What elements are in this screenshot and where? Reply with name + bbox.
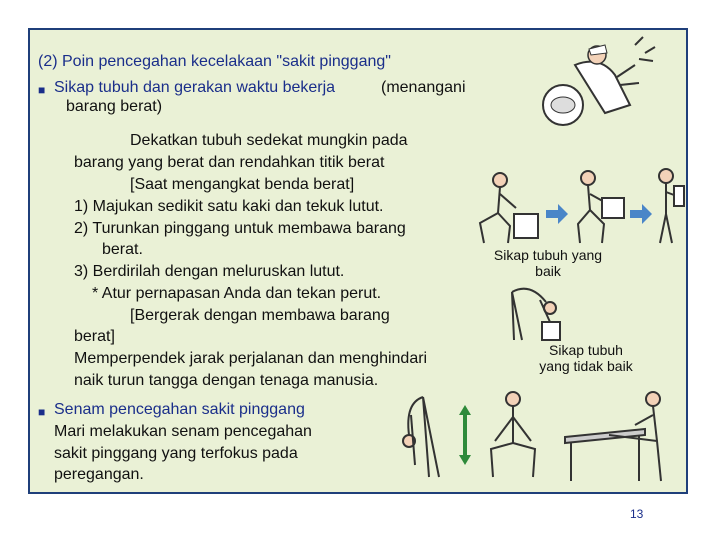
squat-figure	[491, 392, 535, 477]
good-lifting-posture-illustration	[470, 168, 685, 248]
bad-posture-caption	[516, 342, 656, 374]
section2-heading: Senam pencegahan sakit pinggang	[54, 401, 305, 418]
lifting-worker	[578, 171, 624, 243]
section1-heading-cont: barang berat)	[66, 98, 163, 115]
arrow-right-icon	[630, 204, 652, 224]
good-posture-caption-line2: baik	[535, 263, 561, 279]
section2-line: peregangan.	[54, 466, 144, 483]
vertical-arrow-icon	[459, 405, 471, 465]
back-pain-worker-illustration	[535, 35, 665, 135]
point3-heading-cont: berat]	[74, 328, 115, 345]
point1-line1: Dekatkan tubuh sedekat mungkin pada	[130, 132, 408, 149]
step-item: 2) Turunkan pinggang untuk membawa barang	[74, 220, 406, 237]
point2-heading: [Saat mengangkat benda berat]	[130, 176, 355, 193]
point1-line2: barang yang berat dan rendahkan titik berat	[74, 154, 385, 171]
good-posture-caption	[478, 247, 618, 279]
bad-posture-caption-line1: Sikap tubuh	[549, 342, 623, 358]
step-item: 1) Majukan sedikit satu kaki dan tekuk lutut.	[74, 198, 384, 215]
section2-line: Mari melakukan senam pencegahan	[54, 423, 312, 440]
step-item: berat.	[102, 241, 143, 258]
bad-lifting-posture-illustration	[500, 278, 580, 342]
section2-line: sakit pinggang yang terfokus pada	[54, 445, 298, 462]
crouching-worker	[480, 173, 538, 243]
point3-line1: Memperpendek jarak perjalanan dan menghindari	[74, 350, 428, 367]
square-bullet-icon: ■	[38, 405, 46, 419]
slide-title: (2) Poin pencegahan kecelakaan "sakit pinggang"	[38, 53, 391, 70]
good-posture-caption-line1: Sikap tubuh yang	[493, 247, 603, 263]
section1-heading-note: (menangani	[381, 79, 466, 96]
square-bullet-icon: ■	[38, 83, 46, 97]
stretching-exercise-illustration	[395, 385, 685, 490]
bad-posture-caption-line2: yang tidak baik	[539, 358, 633, 374]
step-item: * Atur pernapasan Anda dan tekan perut.	[92, 285, 382, 302]
page-number: 13	[630, 507, 644, 521]
standing-worker	[659, 169, 684, 243]
point3-line2: naik turun tangga dengan tenaga manusia.	[74, 372, 379, 389]
point3-heading: [Bergerak dengan membawa barang	[130, 307, 390, 324]
section1-heading: Sikap tubuh dan gerakan waktu bekerja	[54, 79, 336, 96]
step-item: 3) Berdirilah dengan meluruskan lutut.	[74, 263, 345, 280]
arrow-right-icon	[546, 204, 568, 224]
desk-stretch-figure	[565, 392, 661, 481]
forward-bend-figure	[403, 397, 439, 477]
